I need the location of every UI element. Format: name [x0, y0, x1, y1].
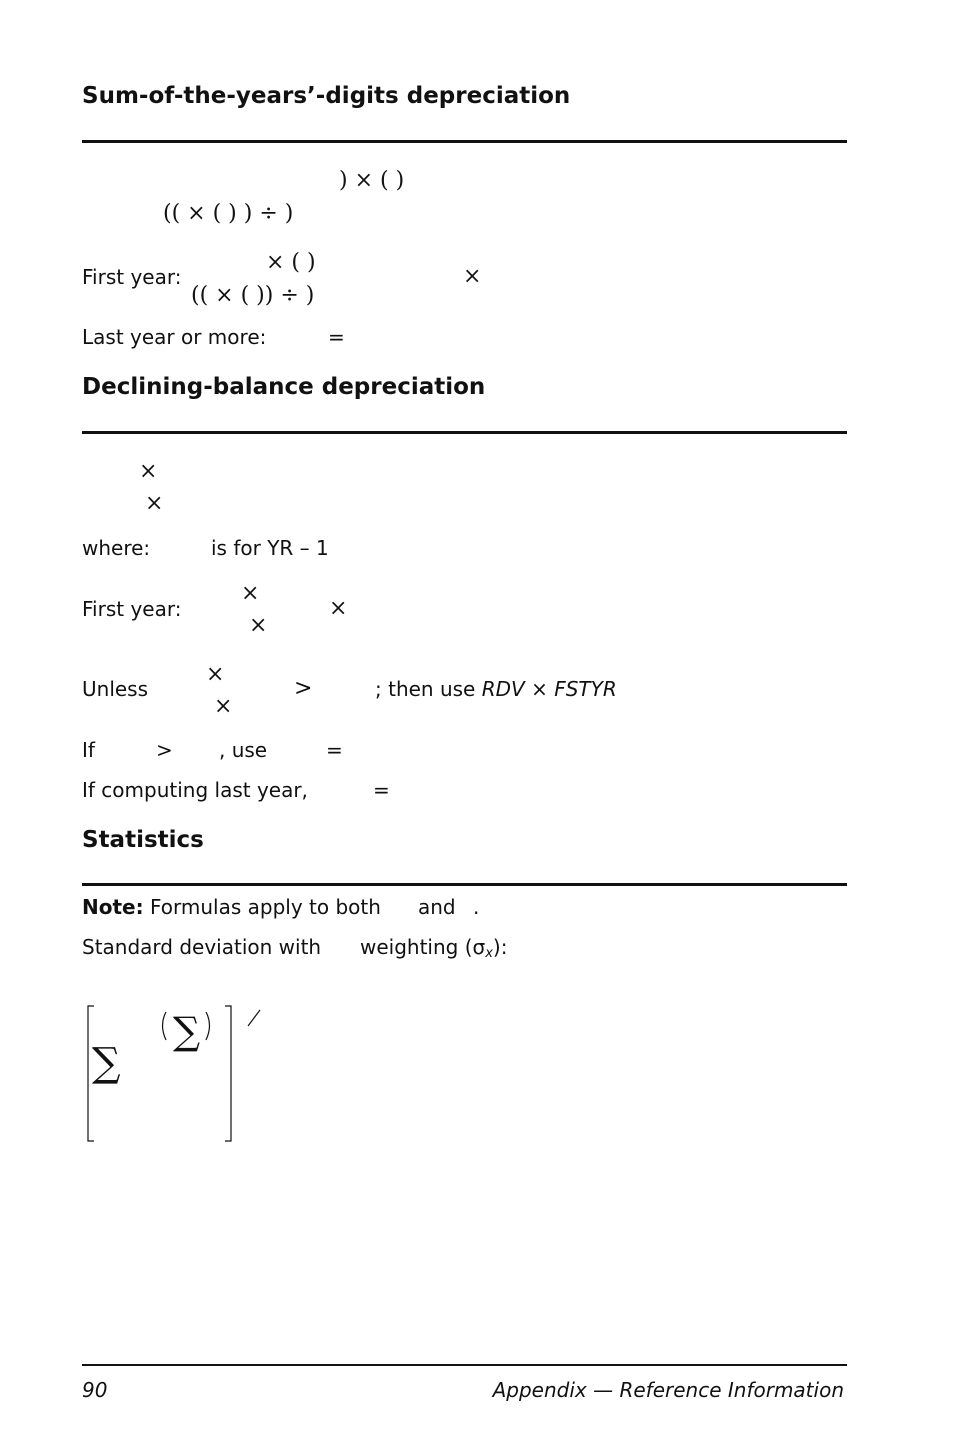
- stats-heading: Statistics: [82, 827, 204, 853]
- right-paren: [206, 1012, 210, 1040]
- right-bracket: [225, 1006, 231, 1141]
- left-paren: [163, 1012, 167, 1040]
- db-general-times-1: ×: [139, 459, 158, 484]
- stats-stddev-weighting: weighting $(\sigma_x)$:: [360, 935, 508, 961]
- db-last-label: If computing last year,: [82, 778, 308, 802]
- stats-note-period: .: [473, 895, 480, 919]
- db-last-equals: =: [373, 778, 390, 802]
- db-if-use: , use: [219, 738, 268, 762]
- syd-rule: [82, 140, 847, 143]
- footer-rule: [82, 1364, 847, 1366]
- syd-first-numerator: × ( ): [266, 250, 316, 275]
- db-unless-greater: >: [294, 676, 313, 701]
- exponent-slash: [248, 1010, 260, 1026]
- db-heading: Declining-balance depreciation: [82, 374, 486, 400]
- db-first-year-label: First year:: [82, 597, 182, 621]
- db-rule: [82, 431, 847, 434]
- stats-formula: [84, 1004, 274, 1146]
- syd-last-year-label: Last year or more:: [82, 325, 267, 349]
- syd-first-year-label: First year:: [82, 265, 182, 289]
- db-if-greater: >: [156, 738, 173, 762]
- chapter-title: Appendix — Reference Information: [492, 1378, 844, 1402]
- db-unless-times-1: ×: [206, 662, 225, 687]
- sigma-large: ∑: [92, 1040, 121, 1086]
- syd-first-denominator: (( × ( )) ÷ ): [191, 283, 315, 308]
- page-number: 90: [82, 1378, 108, 1402]
- db-unless-then: ; then use RDV × FSTYR: [375, 677, 617, 701]
- syd-first-multiplier: ×: [463, 264, 482, 289]
- db-where-text: is for YR – 1: [211, 536, 329, 560]
- stats-note-and: and: [418, 895, 456, 919]
- db-if-label: If: [82, 738, 95, 762]
- db-if-equals: =: [326, 738, 343, 762]
- syd-last-year-equals: =: [328, 325, 345, 349]
- db-general-times-2: ×: [145, 491, 164, 516]
- db-where-label: where:: [82, 536, 151, 560]
- syd-general-numerator: ) × ( ): [339, 168, 405, 193]
- stats-rule: [82, 883, 847, 886]
- db-unless-times-2: ×: [214, 694, 233, 719]
- db-first-times-2: ×: [249, 613, 268, 638]
- stats-stddev-text: Standard deviation with: [82, 935, 322, 959]
- stats-note: Note: Formulas apply to both: [82, 895, 381, 919]
- syd-general-denominator: (( × ( ) ) ÷ ): [163, 201, 294, 226]
- db-unless-label: Unless: [82, 677, 149, 701]
- db-first-times-1: ×: [241, 581, 260, 606]
- db-first-times-3: ×: [329, 596, 348, 621]
- syd-heading: Sum-of-the-years’-digits depreciation: [82, 83, 571, 109]
- sigma-small: ∑: [173, 1009, 201, 1053]
